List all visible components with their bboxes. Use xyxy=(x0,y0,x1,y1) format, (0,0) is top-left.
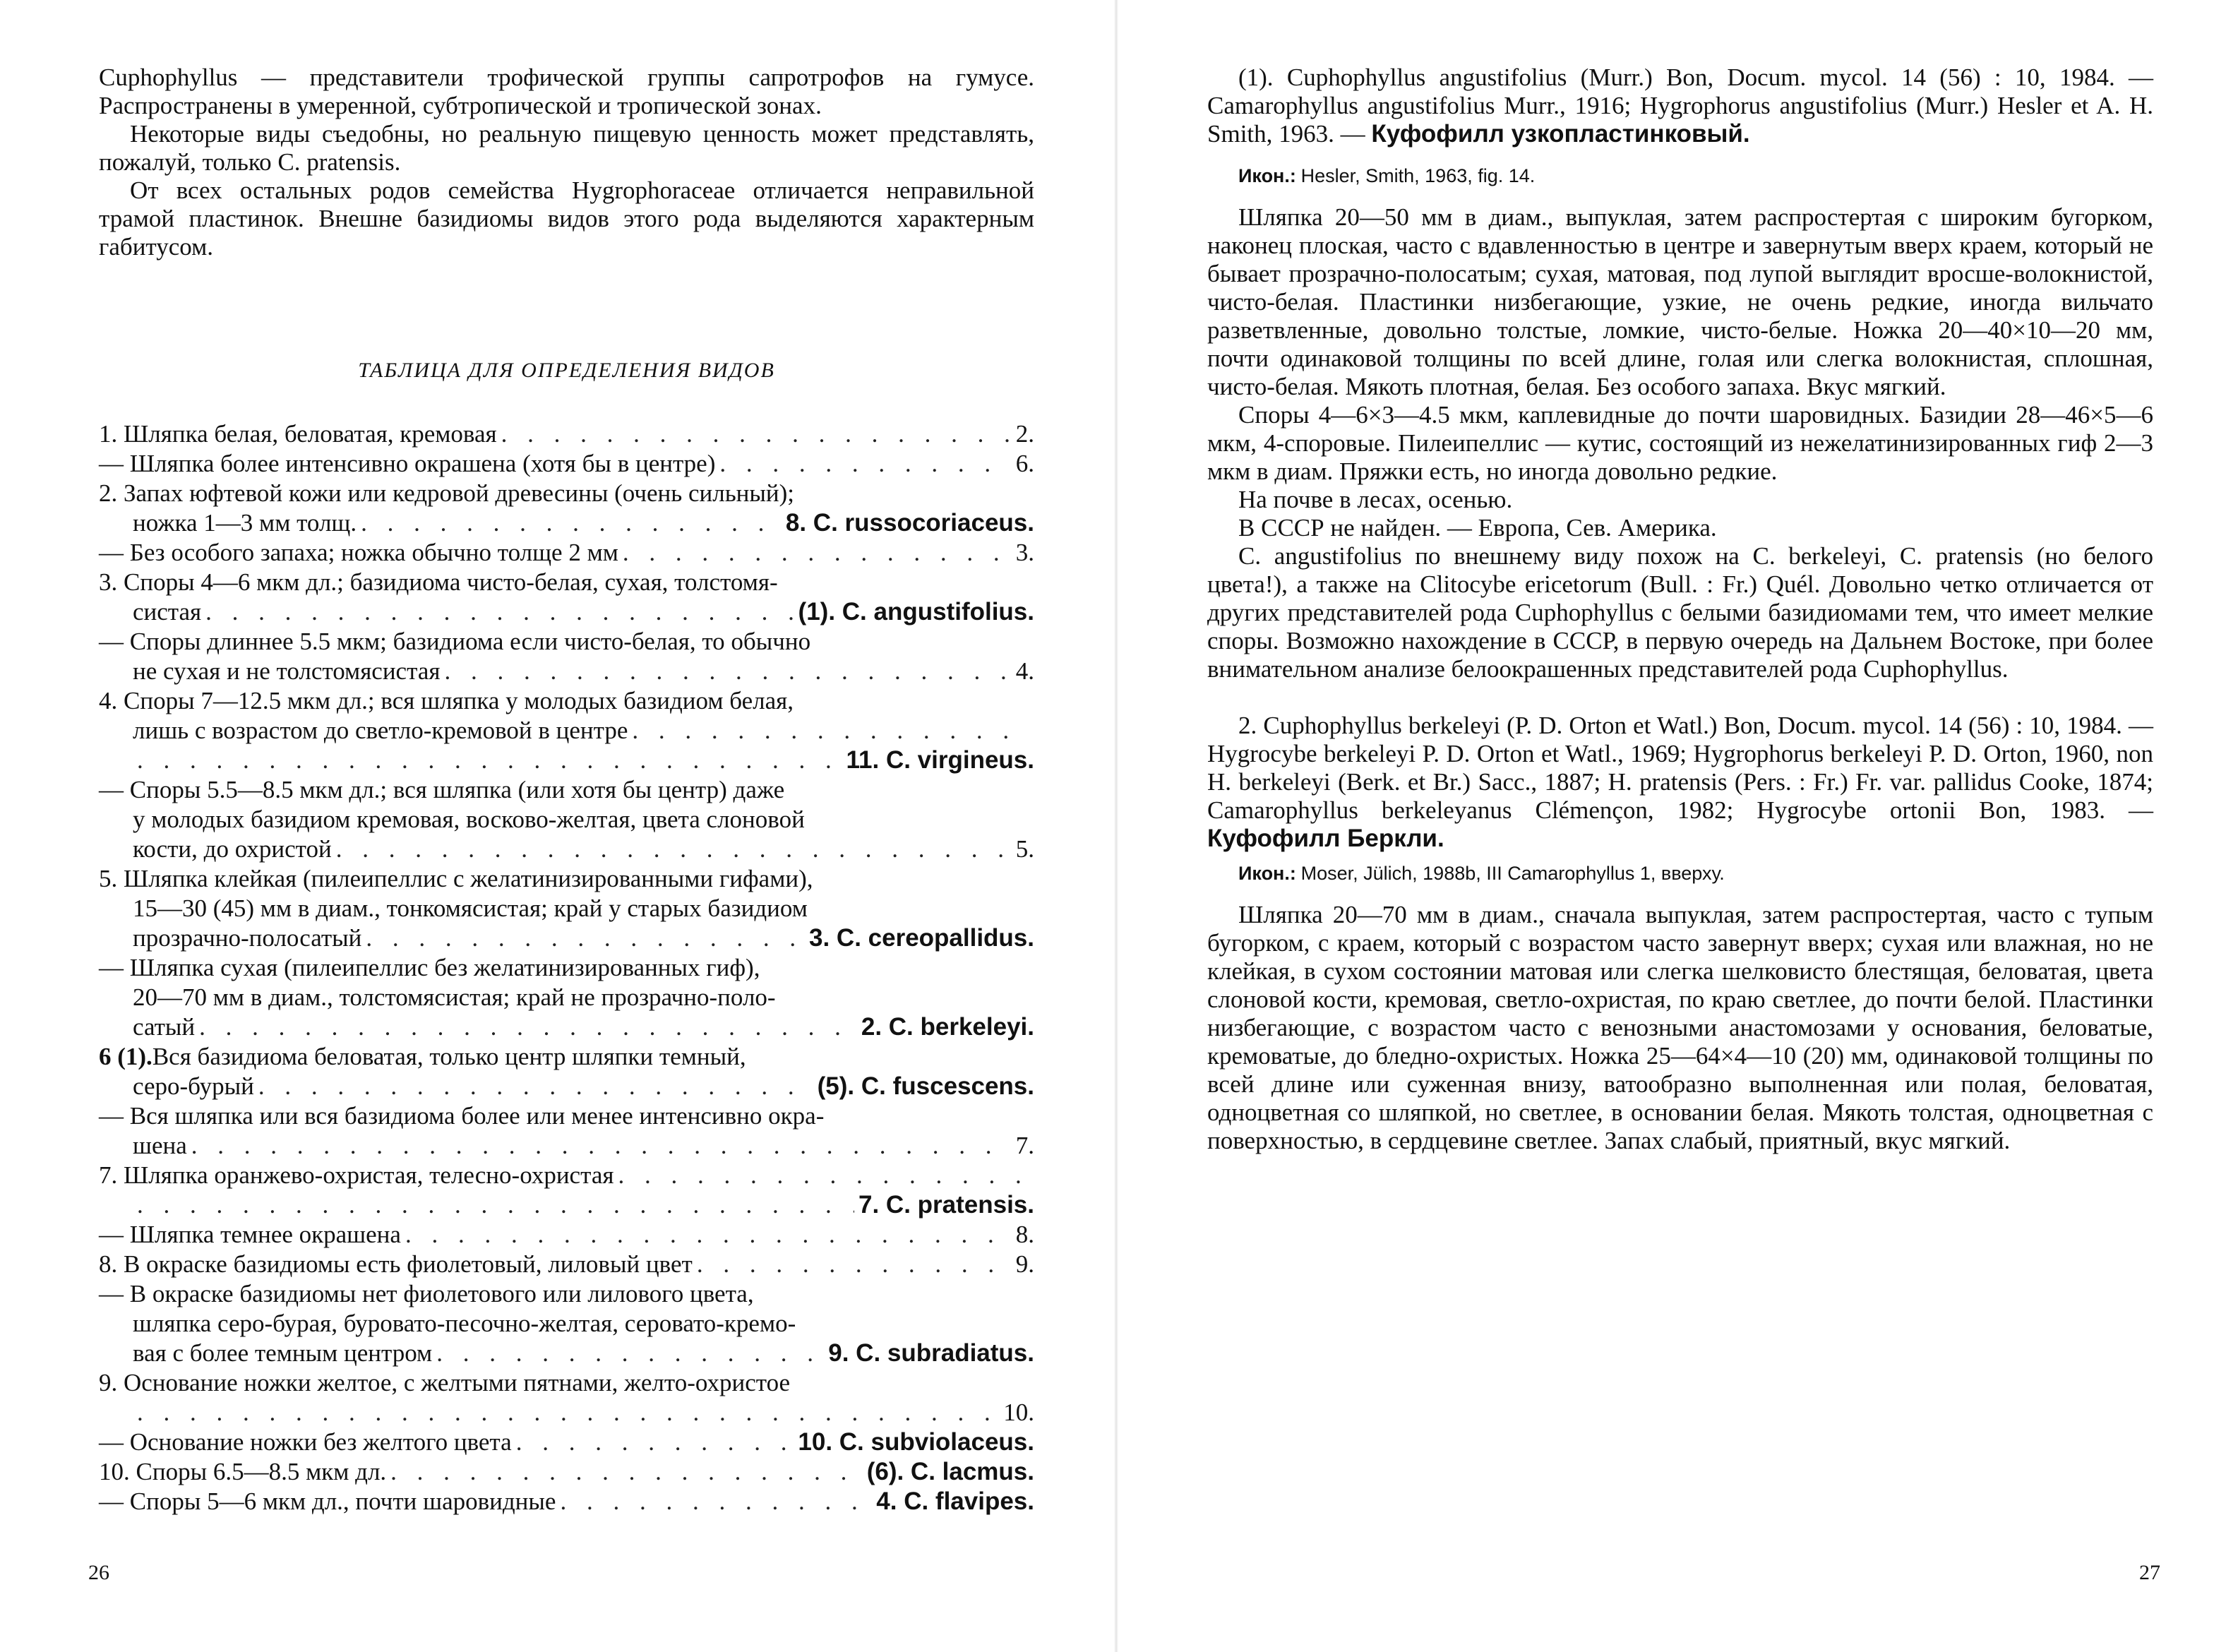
key-line: шена . . . 7. xyxy=(99,1132,1034,1161)
key-line: шляпка серо-бурая, буровато-песочно-желтая, серовато-кремо- xyxy=(133,1310,796,1337)
key-line: — Споры длиннее 5.5 мкм; базидиома если чисто-белая, то обычно xyxy=(99,628,811,655)
species-1-spores: Споры 4—6×3—4.5 мкм, каплевидные до почти шаровидных. Базидии 28—46×5—6 мкм, 4-споровые. Пилеипеллис — кутис, состоящий из нежелатинизированных гиф 2—3 мкм в диам. Пряжки есть, но иногда довольно редкие. xyxy=(1207,401,2153,485)
key-line: — Шляпка более интенсивно окрашена (хотя бы в центре) . . . 6. xyxy=(99,450,1034,479)
intro-block xyxy=(99,64,1034,261)
species-1-description: Шляпка 20—50 мм в диам., выпуклая, затем распростертая с широким бугорком, наконец плоская, часто с вдавленностью в центре и завернутым вверх краем, который не бывает прозрачно-полосатым; сухая, матовая, под лупой выглядит вросше-волокнистой, чисто-белая. Пластинки низбегающие, узкие, не очень редкие, иногда вильчато разветвленные, довольно толстые, ломкие, чисто-белые. Ножка 20—40×10—20 мм, почти одинаковой толщины по всей длине, голая или слегка волокнистая, сплошная, чисто-белая. Мякоть плотная, белая. Без особого запаха. Вкус мягкий. xyxy=(1207,203,2153,400)
book-fold xyxy=(1114,0,1118,1652)
page-number-right: 27 xyxy=(2139,1561,2160,1584)
intro-paragraph-3: От всех остальных родов семейства Hygrophoraceae отличается неправильной трамой пластинок. Внешне базидиомы видов этого рода выделяются характерным габитусом. xyxy=(99,176,1034,261)
key-line: 3. Споры 4—6 мкм дл.; базидиома чисто-белая, сухая, толстомя- xyxy=(99,568,778,596)
species-1-distribution: В СССР не найден. — Европа, Сев. Америка. xyxy=(1238,514,1717,541)
key-line: — Без особого запаха; ножка обычно толще 2 мм . . . 3. xyxy=(99,539,1034,568)
key-line: — Вся шляпка или вся базидиома более или менее интенсивно окра- xyxy=(99,1102,825,1130)
key-line: — Шляпка сухая (пилеипеллис без желатинизированных гиф), xyxy=(99,954,760,981)
key-line: ножка 1—3 мм толщ. . . . 8. C. russocoriaceus. xyxy=(99,509,1034,539)
key-line: лишь с возрастом до светло-кремовой в центре . . . xyxy=(99,717,1034,746)
intro-paragraph-1: Cuphophyllus — представители трофической группы сапротрофов на гумусе. Распространены в умеренной, субтропической и тропической зонах. xyxy=(99,64,1034,119)
key-line: 7. Шляпка оранжево-охристая, телесно-охристая . . . xyxy=(99,1161,1034,1191)
key-line: . . . 10. xyxy=(99,1399,1034,1428)
key-line: — Шляпка темнее окрашена . . . 8. xyxy=(99,1221,1034,1250)
species-2-icon-ref: Икон.: Moser, Jülich, 1988b, III Camarophyllus 1, вверху. xyxy=(1238,863,1725,884)
key-line: 4. Споры 7—12.5 мкм дл.; вся шляпка у молодых базидиом белая, xyxy=(99,687,794,714)
key-line: 8. В окраске базидиомы есть фиолетовый, лиловый цвет . . . 9. xyxy=(99,1250,1034,1280)
key-line: — Основание ножки без желтого цвета . . . 10. C. subviolaceus. xyxy=(99,1428,1034,1458)
key-line: не сухая и не толстомясистая . . . 4. xyxy=(99,657,1034,687)
key-line: . . . 7. C. pratensis. xyxy=(99,1191,1034,1221)
species-1-icon-ref: Икон.: Hesler, Smith, 1963, fig. 14. xyxy=(1238,165,1536,186)
key-line: 10. Споры 6.5—8.5 мкм дл. . . . (6). C. lacmus. xyxy=(99,1458,1034,1488)
key-line: — Споры 5—6 мкм дл., почти шаровидные . . . 4. C. flavipes. xyxy=(99,1488,1034,1517)
key-line: вая с более темным центром . . . 9. C. subradiatus. xyxy=(99,1339,1034,1369)
key-line: серо-бурый . . . (5). C. fuscescens. xyxy=(99,1072,1034,1102)
key-line: прозрачно-полосатый . . . 3. C. cereopallidus. xyxy=(99,924,1034,954)
species-1-block xyxy=(1207,64,2153,1155)
key-line: 20—70 мм в диам., толстомясистая; край не прозрачно-поло- xyxy=(133,983,776,1011)
identification-key xyxy=(99,420,1034,1517)
species-1-habitat: На почве в лесах, осенью. xyxy=(1238,486,1513,513)
key-line: у молодых базидиом кремовая, восково-желтая, цвета слоновой xyxy=(133,806,805,833)
key-line: 2. Запах юфтевой кожи или кедровой древесины (очень сильный); xyxy=(99,479,795,507)
key-line: 9. Основание ножки желтое, с желтыми пятнами, желто-охристое xyxy=(99,1369,791,1396)
key-line: сатый . . . 2. C. berkeleyi. xyxy=(99,1013,1034,1043)
key-line: 1. Шляпка белая, беловатая, кремовая . . . 2. xyxy=(99,420,1034,450)
key-line: 15—30 (45) мм в диам., тонкомясистая; край у старых базидиом xyxy=(133,894,808,922)
key-line: кости, до охристой . . . 5. xyxy=(99,835,1034,865)
key-line: систая . . . (1). C. angustifolius. xyxy=(99,598,1034,628)
right-page xyxy=(1119,0,2238,1652)
species-2-title: 2. Cuphophyllus berkeleyi (P. D. Orton et Watl.) Bon, Docum. mycol. 14 (56) : 10, 1984. — Hygrocybe berkeleyi P. D. Orton et Watl., 1969; Hygrophorus berkeleyi P. D. Orton, 1960, non H. berkeleyi (Berk. et Br.) Sacc., 1887; H. pratensis (Pers. : Fr.) Fr. var. pallidus Cooke, 1874; Camarophyllus berkeleyanus Clémençon, 1982; Hygrocybe ortonii Bon, 1983. — Куфофилл Беркли. xyxy=(1207,712,2153,852)
key-heading: ТАБЛИЦА ДЛЯ ОПРЕДЕЛЕНИЯ ВИДОВ xyxy=(358,359,775,382)
page-number-left: 26 xyxy=(88,1561,109,1584)
intro-paragraph-2: Некоторые виды съедобны, но реальную пищевую ценность может представлять, пожалуй, только C. pratensis. xyxy=(99,120,1034,176)
key-line: — Споры 5.5—8.5 мкм дл.; вся шляпка (или хотя бы центр) даже xyxy=(99,776,785,803)
key-line: 5. Шляпка клейкая (пилеипеллис с желатинизированными гифами), xyxy=(99,865,813,892)
species-1-notes: C. angustifolius по внешнему виду похож на C. berkeleyi, C. pratensis (но белого цвета!), а также на Clitocybe ericetorum (Bull. : Fr.) Quél. Довольно четко отличается от других представителей рода Cuphophyllus с белыми базидиомами тем, что имеет мелкие споры. Возможно нахождение в СССР, в первую очередь на Дальнем Востоке, при более внимательном анализе белоокрашенных представителей рода Cuphophyllus. xyxy=(1207,542,2153,683)
species-1-title: (1). Cuphophyllus angustifolius (Murr.) Bon, Docum. mycol. 14 (56) : 10, 1984. — Camarophyllus angustifolius Murr., 1916; Hygrophorus angustifolius (Murr.) Hesler et A. H. Smith, 1963. — Куфофилл узкопластинковый. xyxy=(1207,64,2153,148)
key-line: 6 (1). Вся базидиома беловатая, только центр шляпки темный, xyxy=(99,1043,746,1070)
key-line: — В окраске базидиомы нет фиолетового или лилового цвета, xyxy=(99,1280,754,1307)
species-2-description: Шляпка 20—70 мм в диам., сначала выпуклая, затем распростертая, часто с тупым бугорком, с краем, который с возрастом часто завернут вверх; сухая или влажная, но не клейкая, в сухом состоянии матовая или слегка шелковисто блестящая, беловатая, цвета слоновой кости, кремовая, светло-охристая, по краю светлее, до почти белой. Пластинки низбегающие, с возрастом часто с венозными анастомозами у основания, беловатые, кремоватые, до бледно-охристых. Ножка 25—64×4—10 (20) мм, одинаковой толщины по всей длине или суженная внизу, ватообразно выполненная или полая, беловатая, одноцветная со шляпкой, но светлее, в основании белая. Мякоть толстая, одноцветная с поверхностью, в сердцевине светлее. Запах слабый, приятный, вкус мягкий. xyxy=(1207,901,2153,1154)
key-line: . . . 11. C. virgineus. xyxy=(99,746,1034,776)
